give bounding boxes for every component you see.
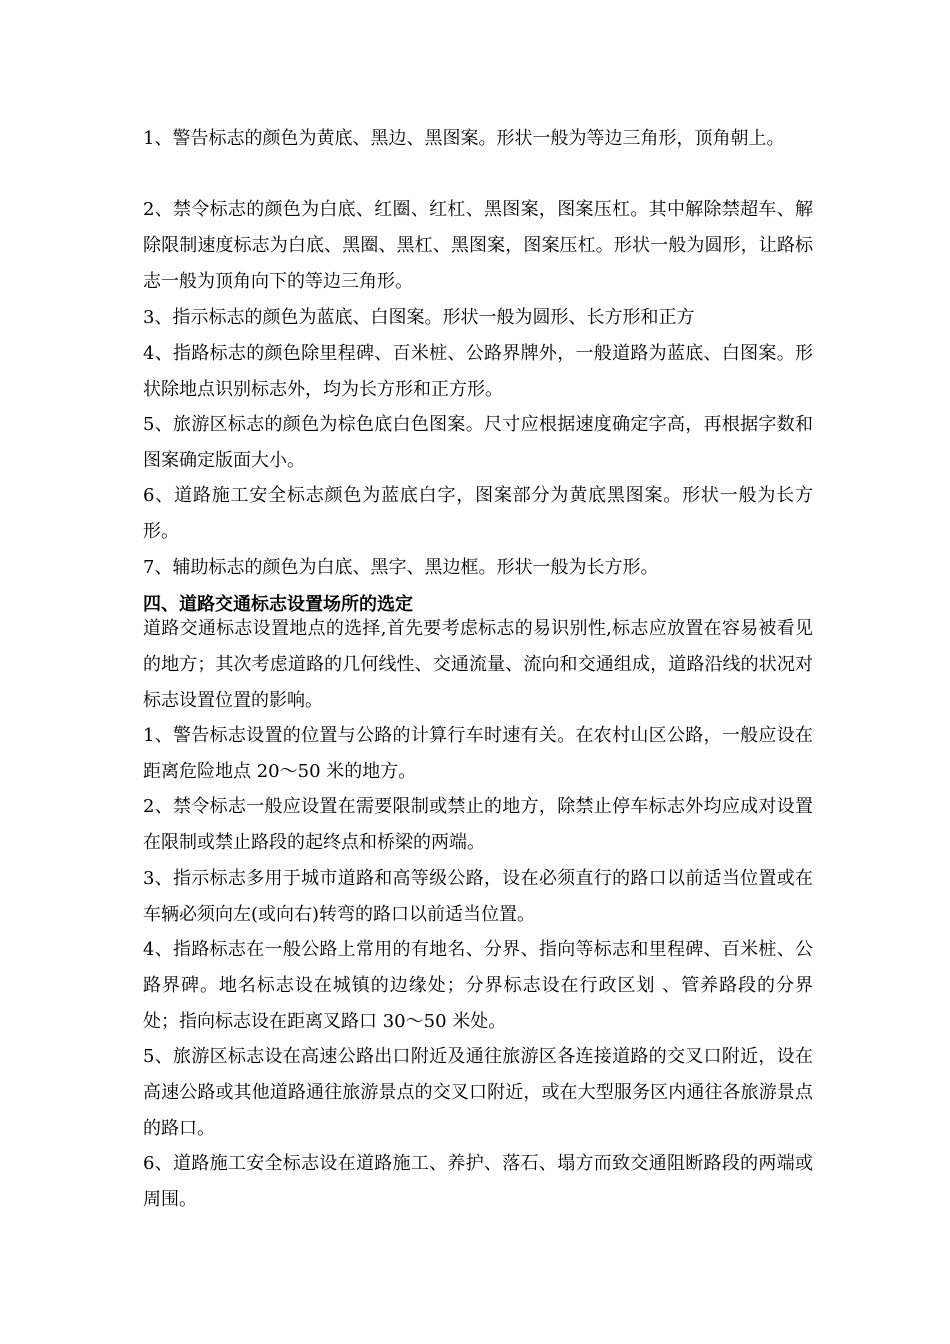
intro-paragraph: 道路交通标志设置地点的选择,首先要考虑标志的易识别性,标志应放置在容易被看见的地方；其次考虑道路的几何线性、交通流量、流向和交通组成，道路沿线的状况对标志设置位置的影响。 [143,618,813,711]
list-item-warning-placement: 1、警告标志设置的位置与公路的计算行车时速有关。在农村山区公路，一般应设在距离危险地点 20～50 米的地方。 [143,725,813,782]
list-item-auxiliary-color: 7、辅助标志的颜色为白底、黑字、黑边框。形状一般为长方形。 [143,557,659,578]
list-item-indication-placement: 3、指示标志多用于城市道路和高等级公路，设在必须直行的路口以前适当位置或在车辆必须向左(或向右)转弯的路口以前适当位置。 [143,868,813,925]
section-heading: 四、道路交通标志设置场所的选定 [143,594,413,615]
list-item-prohibition-placement: 2、禁令标志一般应设置在需要限制或禁止的地方，除禁止停车标志外均应成对设置在限制或禁止路段的起终点和桥梁的两端。 [143,796,813,853]
list-item-indication-color: 3、指示标志的颜色为蓝底、白图案。形状一般为圆形、长方形和正方 [143,307,695,328]
list-item-tourist-placement: 5、旅游区标志设在高速公路出口附近及通往旅游区各连接道路的交叉口附近，设在高速公路或其他道路通往旅游景点的交叉口附近，或在大型服务区内通往各旅游景点的路口。 [143,1046,813,1139]
list-item-construction-color: 6、道路施工安全标志颜色为蓝底白字，图案部分为黄底黑图案。形状一般为长方形。 [143,485,813,542]
list-item-warning-color: 1、警告标志的颜色为黄底、黑边、黑图案。形状一般为等边三角形，顶角朝上。 [143,128,785,149]
list-item-guide-placement: 4、指路标志在一般公路上常用的有地名、分界、指向等标志和里程碑、百米桩、公路界碑。地名标志设在城镇的边缘处；分界标志设在行政区划 、管养路段的分界处；指向标志设在距离叉路口 30～50 米处。 [143,939,813,1032]
list-item-prohibition-color: 2、禁令标志的颜色为白底、红圈、红杠、黑图案，图案压杠。其中解除禁超车、解除限制速度标志为白底、黑圈、黑杠、黑图案，图案压杠。形状一般为圆形，让路标志一般为顶角向下的等边三角形。 [143,199,813,292]
list-item-construction-placement: 6、道路施工安全标志设在道路施工、养护、落石、塌方而致交通阻断路段的两端或周围。 [143,1153,813,1210]
list-item-guide-color: 4、指路标志的颜色除里程碑、百米桩、公路界牌外，一般道路为蓝底、白图案。形状除地点识别标志外，均为长方形和正方形。 [143,343,813,400]
list-item-tourist-color: 5、旅游区标志的颜色为棕色底白色图案。尺寸应根据速度确定字高，再根据字数和图案确定版面大小。 [143,414,813,471]
